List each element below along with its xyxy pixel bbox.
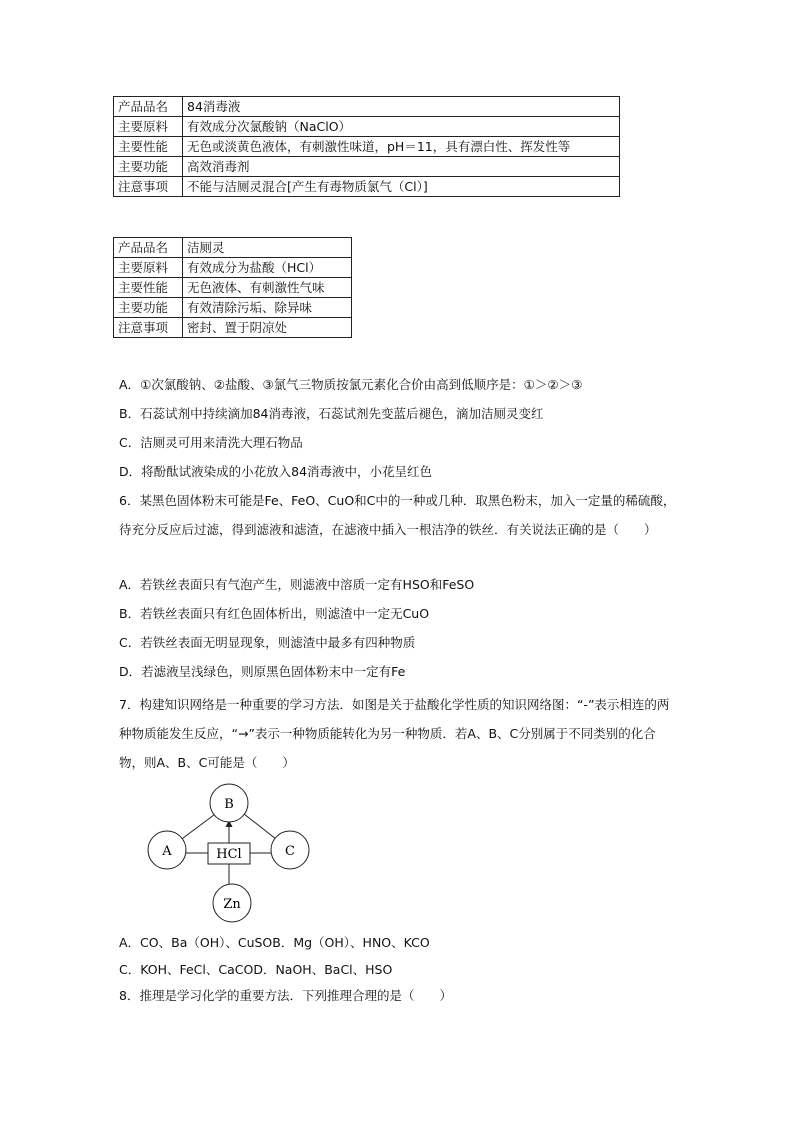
row-key: 主要原料 (114, 258, 183, 278)
q7-options-cd: C．KOH、FeCl、CaCOD．NaOH、BaCl、HSO (119, 962, 393, 977)
question-6-stem: 6．某黑色固体粉末可能是Fe、FeO、CuO和C中的一种或几种．取黑色粉末，加入一定量的稀硫酸，待充分反应后过滤，得到滤液和滤渣，在滤液中插入一根洁净的铁丝．有关说法正确的是（ ） (119, 493, 676, 537)
row-key: 主要性能 (114, 278, 183, 298)
q6-option-a: A．若铁丝表面只有气泡产生，则滤液中溶质一定有HSO和FeSO (119, 577, 475, 592)
question-7-stem: 7．构建知识网络是一种重要的学习方法．如图是关于盐酸化学性质的知识网络图：“-”表示相连的两种物质能发生反应，“→”表示一种物质能转化为另一种物质．若A、B、C分别属于不同类别的化合物，则A、B、C可能是（ ） (119, 697, 670, 770)
table-row (114, 298, 352, 318)
table-row (114, 318, 352, 338)
row-value: 洁厕灵 (183, 238, 352, 258)
row-value: 无色液体、有刺激性气味 (183, 278, 352, 298)
node-c-label: C (285, 844, 295, 859)
table-row (114, 97, 620, 117)
table-row (114, 137, 620, 157)
question-8-stem: 8．推理是学习化学的重要方法．下列推理合理的是（ ） (119, 988, 452, 1003)
q6-option-d: D．若滤液呈浅绿色，则原黑色固体粉末中一定有Fe (119, 664, 406, 679)
table-row (114, 278, 352, 298)
row-value: 84消毒液 (183, 97, 620, 117)
node-zn-label: Zn (223, 897, 241, 912)
row-value: 高效消毒剂 (183, 157, 620, 177)
q6-option-b: B．若铁丝表面只有红色固体析出，则滤渣中一定无CuO (119, 606, 430, 621)
row-key: 主要功能 (114, 298, 183, 318)
table-row (114, 177, 620, 197)
q5-option-b: B．石蕊试剂中持续滴加84消毒液，石蕊试剂先变蓝后褪色，滴加洁厕灵变红 (119, 406, 544, 421)
row-value: 有效清除污垢、除异味 (183, 298, 352, 318)
node-a-label: A (162, 844, 172, 859)
row-value: 有效成分次氯酸钠（NaClO） (183, 117, 620, 137)
q5-option-a: A．①次氯酸钠、②盐酸、③氯气三物质按氯元素化合价由高到低顺序是：①＞②＞③ (119, 377, 583, 392)
table-row (114, 157, 620, 177)
row-key: 产品品名 (114, 238, 183, 258)
node-hcl-label: HCl (216, 847, 242, 862)
product-table-84 (113, 96, 620, 197)
q7-options-ab: A．CO、Ba（OH）、CuSOB．Mg（OH）、HNO、KCO (119, 935, 430, 950)
row-key: 产品品名 (114, 97, 183, 117)
row-value: 不能与洁厕灵混合[产生有毒物质氯气（Cl）] (183, 177, 620, 197)
product-table-cleaner (113, 237, 352, 338)
table-row (114, 258, 352, 278)
row-key: 主要性能 (114, 137, 183, 157)
q6-option-c: C．若铁丝表面无明显现象，则滤渣中最多有四种物质 (119, 635, 416, 650)
q5-option-c: C．洁厕灵可用来清洗大理石物品 (119, 435, 303, 450)
row-value: 有效成分为盐酸（HCl） (183, 258, 352, 278)
row-key: 注意事项 (114, 318, 183, 338)
hcl-knowledge-network-diagram (140, 783, 320, 923)
row-value: 无色或淡黄色液体，有刺激性味道，pH＝11，具有漂白性、挥发性等 (183, 137, 620, 157)
node-b-label: B (224, 797, 234, 812)
row-value: 密封、置于阴凉处 (183, 318, 352, 338)
q5-option-d: D．将酚酞试液染成的小花放入84消毒液中，小花呈红色 (119, 464, 433, 479)
row-key: 注意事项 (114, 177, 183, 197)
row-key: 主要原料 (114, 117, 183, 137)
row-key: 主要功能 (114, 157, 183, 177)
table-row (114, 117, 620, 137)
table-row (114, 238, 352, 258)
